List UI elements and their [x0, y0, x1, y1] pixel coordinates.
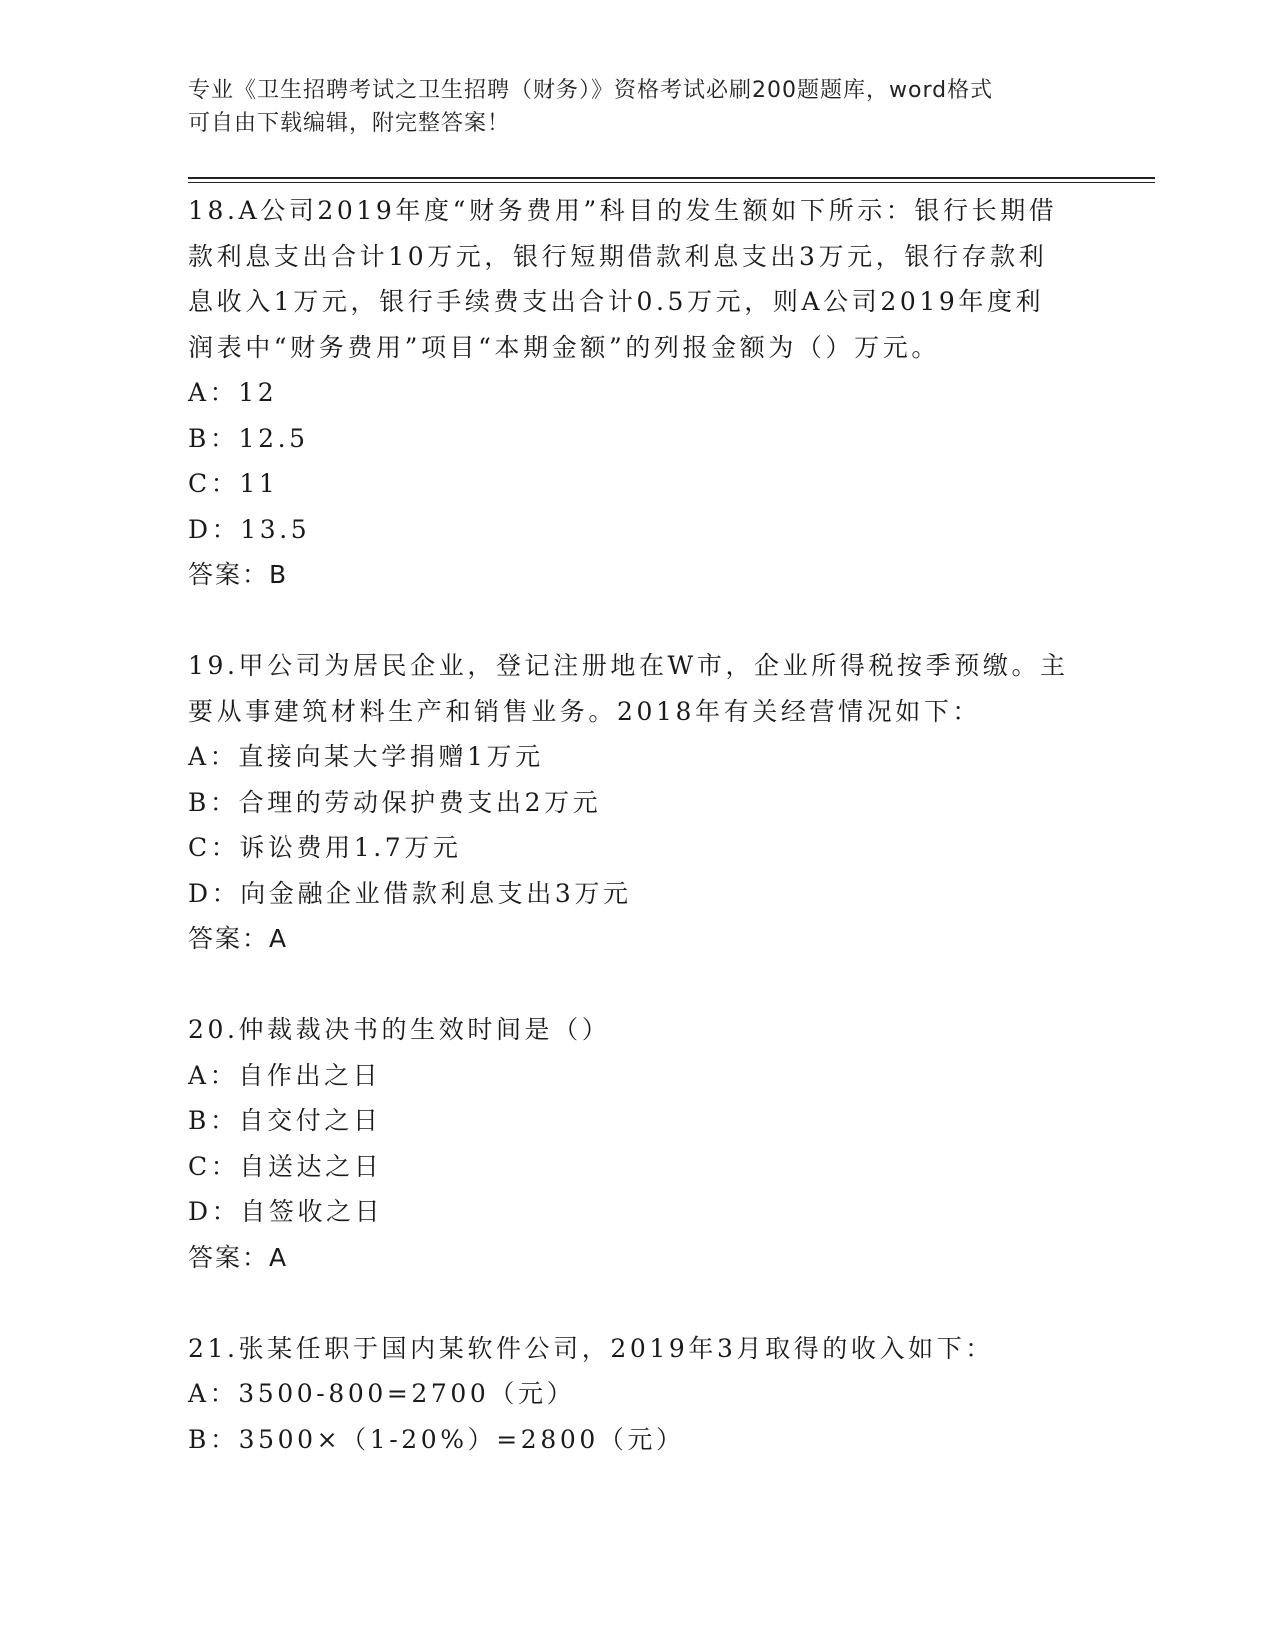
option-d: D：自签收之日	[188, 1197, 384, 1226]
option-a: A：3500-800=2700（元）	[188, 1379, 576, 1408]
question-21	[188, 1326, 1088, 1463]
question-20	[188, 1007, 1088, 1280]
option-b: B：12.5	[188, 423, 309, 453]
question-19	[188, 643, 1088, 962]
header-divider-thin	[188, 182, 1155, 183]
question-list	[188, 188, 1088, 1462]
answer-line: 答案：A	[188, 1242, 289, 1272]
option-b: B：3500×（1-20%）=2800（元）	[188, 1424, 685, 1454]
question-18	[188, 188, 1088, 598]
spacer	[188, 598, 1088, 644]
question-text-line: 润表中“财务费用”项目“本期金额”的列报金额为（）万元。	[188, 332, 940, 362]
question-text-line: 21.张某任职于国内某软件公司，2019年3月取得的收入如下：	[188, 1333, 994, 1363]
question-text-line: 19.甲公司为居民企业，登记注册地在W市，企业所得税按季预缴。主	[188, 651, 1069, 680]
answer-line: 答案：B	[188, 560, 289, 589]
option-d: D：13.5	[188, 514, 311, 544]
option-d: D：向金融企业借款利息支出3万元	[188, 878, 632, 908]
question-text-line: 18.A公司2019年度“财务费用”科目的发生额如下所示：银行长期借	[188, 196, 1058, 225]
header-line-2: 可自由下载编辑，附完整答案！	[188, 111, 511, 136]
option-c: C：诉讼费用1.7万元	[188, 833, 462, 862]
header-divider-thick	[188, 177, 1155, 179]
question-text-line: 息收入1万元，银行手续费支出合计0.5万元，则A公司2019年度利	[188, 287, 1045, 316]
question-text-line: 20.仲裁裁决书的生效时间是（）	[188, 1015, 611, 1044]
question-text-line: 款利息支出合计10万元，银行短期借款利息支出3万元，银行存款利	[188, 241, 1048, 271]
option-b: B：自交付之日	[188, 1106, 382, 1135]
question-text-line: 要从事建筑材料生产和销售业务。2018年有关经营情况如下：	[188, 696, 982, 726]
option-c: C：11	[188, 469, 279, 498]
option-a: A：直接向某大学捐赠1万元	[188, 742, 544, 771]
option-a: A：自作出之日	[188, 1060, 382, 1090]
header-line-1: 专业《卫生招聘考试之卫生招聘（财务）》资格考试必刷200题题库，word格式	[188, 78, 994, 103]
option-c: C：自送达之日	[188, 1151, 383, 1181]
document-header	[188, 74, 1068, 140]
answer-line: 答案：A	[188, 924, 289, 953]
option-a: A：12	[188, 378, 278, 407]
spacer	[188, 962, 1088, 1008]
spacer	[188, 1280, 1088, 1326]
option-b: B：合理的劳动保护费支出2万元	[188, 787, 602, 817]
